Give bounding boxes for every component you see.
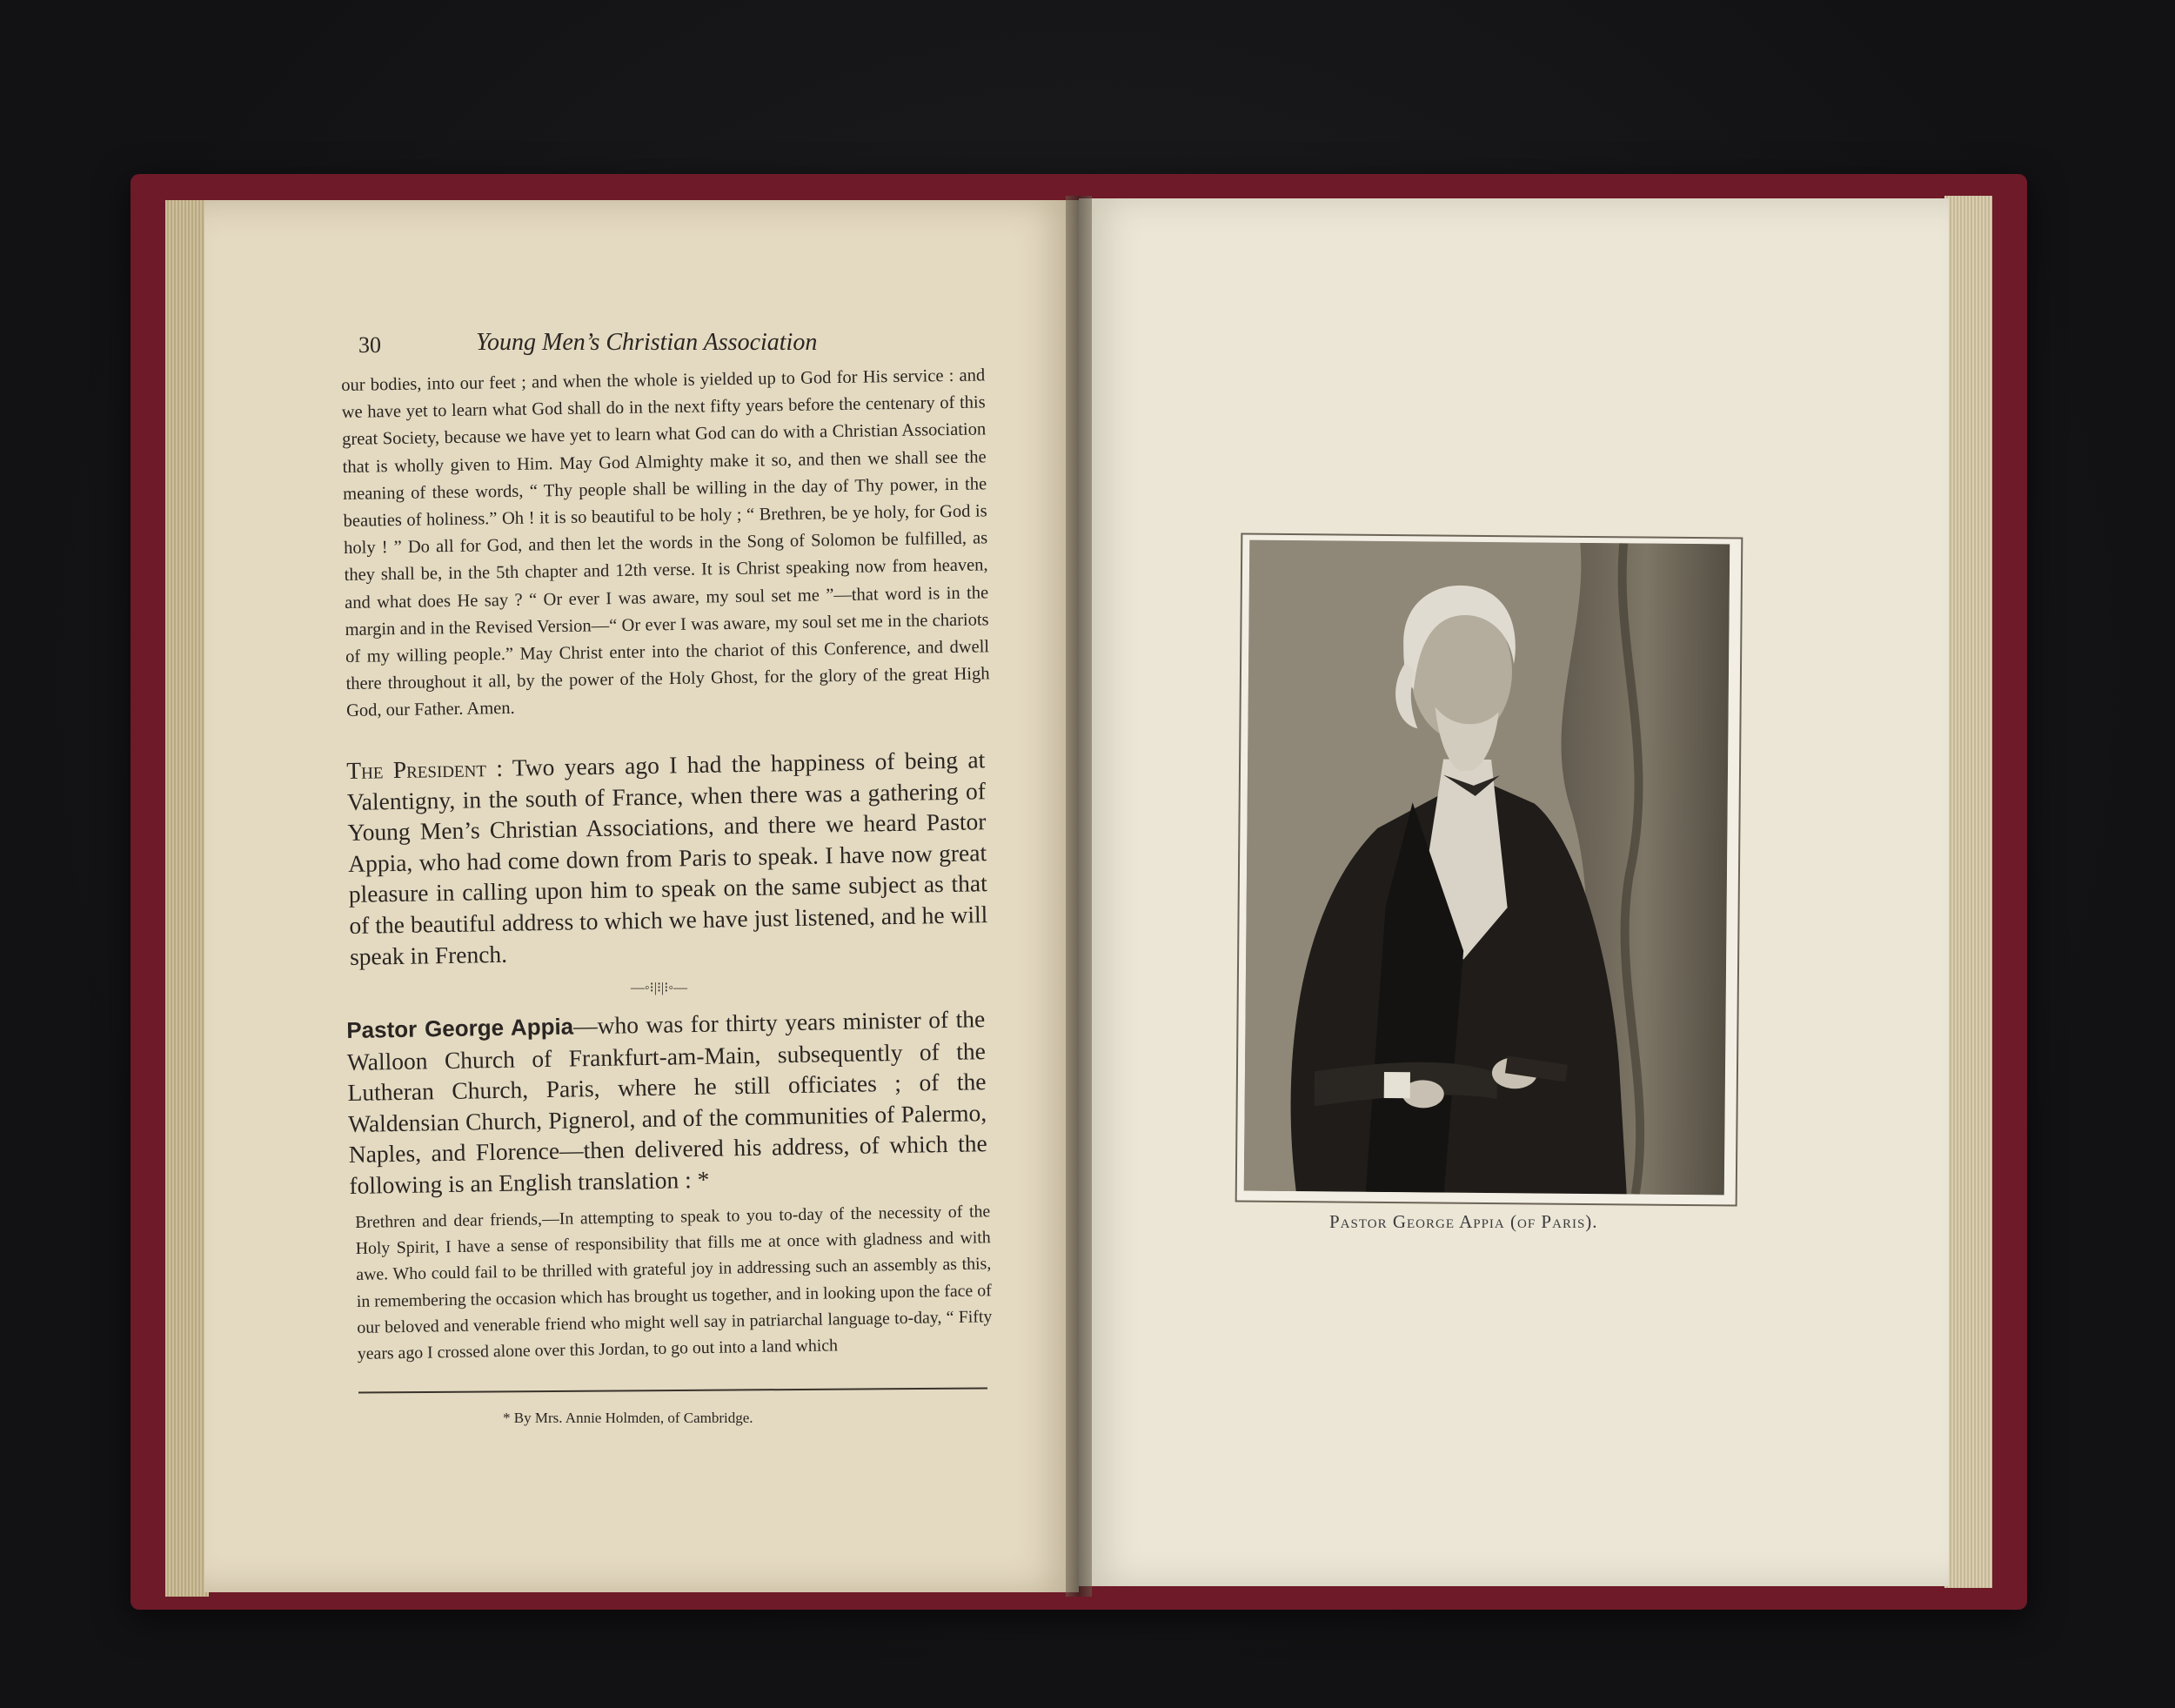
speaker-name: Pastor George Appia	[346, 1013, 574, 1043]
paragraph-1: our bodies, into our feet ; and when the whole is yielded up to God for His service : and we have yet to learn what God shall do in the next fifty years before the centenary of this great Society, because we have yet to learn what God can do with a Christian Association that is wholly given to Him. May God Almighty make it so, and then we shall see the meaning of these words, “ Thy people shall be willing in the day of Thy power, in the beauties of holiness.” Oh ! it is so beautiful to be holy ; “ Brethren, be ye holy, for God is holy ! ” Do all for God, and then let the words in the Song of Solomon be fulfilled, as they shall be, in the 5th chapter and 12th verse. It is Christ speaking now from heaven, and what does He say ? “ Or ever I was aware, my soul set me ”—that word is in the margin and in the Revised Version—“ Or ever I was aware, my soul set me in the chariots of my willing people.” May Christ enter into the chariot of this Conference, and dwell there throughout it all, by the power of the Holy Ghost, for the glory of the great High God, our Father. Amen.	[341, 365, 990, 721]
paragraph-3	[346, 1003, 988, 1201]
portrait-caption	[1329, 1211, 1598, 1233]
page-header	[358, 329, 985, 364]
book-gutter	[1066, 196, 1092, 1597]
portrait-illustration	[1244, 540, 1730, 1196]
paragraph-2-text: : Two years ago I had the happiness of being at Valentigny, in the south of France, when there was a gathering of Young Men’s Christian Associations, and there we heard Pastor Appia, who had come down from Paris to speak. I have now great pleasure in calling upon him to speak on the same subject as that of the beautiful address to which we have just listened, and he will speak in French.	[346, 746, 988, 970]
left-page-edges	[165, 200, 209, 1597]
portrait-frame	[1235, 532, 1743, 1206]
ornament-divider: —◦⁝|⁝|⁝◦—	[631, 981, 688, 995]
page-number: 30	[358, 332, 381, 358]
caption-text: Pastor George Appia (of Paris).	[1329, 1211, 1598, 1232]
president-label: The President	[346, 754, 487, 784]
footnote: * By Mrs. Annie Holmden, of Cambridge.	[503, 1410, 753, 1426]
paragraph-4: Brethren and dear friends,—In attempting to speak to you to-day of the necessity of the Holy Spirit, I have a sense of responsibility that fills me at once with gladness and with awe. Who could fail to be thrilled with grateful joy in addressing such an assembly as this, in remembering the occasion which has brought us together, and in looking upon the face of our beloved and venerable friend who might well say in patriarchal language to-day, “ Fifty years ago I crossed alone over this Jordan, to go out into a land which	[355, 1202, 993, 1363]
paragraph-2	[346, 744, 988, 972]
portrait-photo	[1244, 540, 1730, 1196]
running-head: Young Men’s Christian Association	[476, 329, 818, 356]
right-page-edges	[1944, 196, 1992, 1588]
paragraph-3-text: —who was for thirty years minister of the Walloon Church of Frankfurt-am-Main, subsequently of the Lutheran Church, Paris, where he still officiates ; of the Waldensian Church, Pignerol, and of the communities of Palermo, Naples, and Florence—then delivered his address, of which the following is an English translation : *	[346, 1005, 987, 1199]
